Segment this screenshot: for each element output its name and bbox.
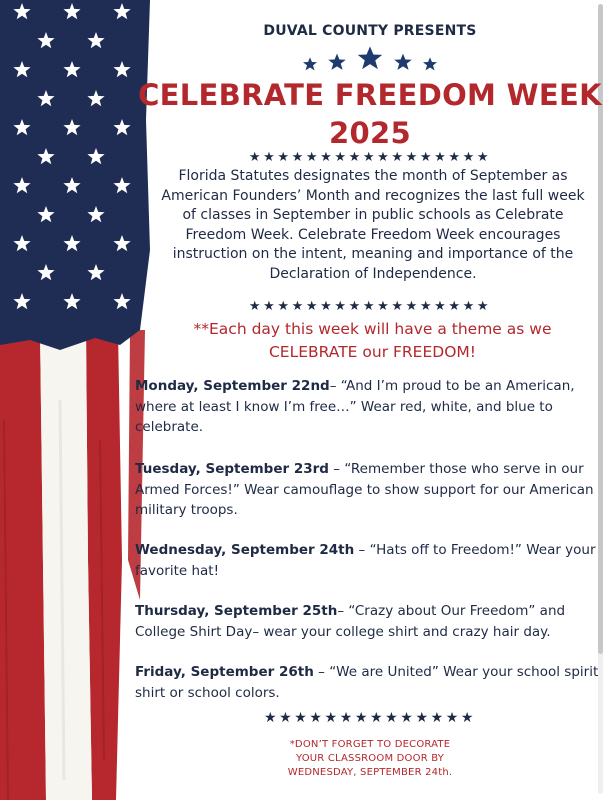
day-separator: – — [354, 542, 370, 558]
star-icon — [302, 56, 318, 76]
day-label: Thursday, September 25th — [135, 603, 338, 619]
note-line: YOUR CLASSROOM DOOR BY — [295, 753, 445, 764]
star-icon — [327, 52, 347, 76]
theme-line-2: CELEBRATE our FREEDOM! — [268, 343, 476, 361]
day-separator: – — [328, 461, 345, 477]
star-divider: ★★★★★★★★★★★★★★ — [263, 710, 477, 726]
day-label: Wednesday, September 24th — [135, 542, 355, 558]
day-label: Friday, September 26th — [135, 664, 314, 680]
day-tuesday — [135, 459, 605, 521]
day-separator: – — [337, 603, 349, 619]
note-line: WEDNESDAY, SEPTEMBER 24th. — [287, 767, 453, 778]
star-divider: ★★★★★★★★★★★★★★★★★ — [248, 299, 492, 314]
day-label: Tuesday, September 23rd — [135, 461, 329, 477]
day-separator: – — [329, 378, 341, 394]
day-thursday — [135, 601, 605, 642]
day-friday — [135, 662, 605, 703]
intro-paragraph: Florida Statutes designates the month of September as American Founders’ Month and recognizes the last full week of classes in September in public schools as Celebrate Freedom Week. Celebrate Freedom Week encourages instruction on the intent, meaning and importance of the Declaration of Independence. — [161, 168, 585, 282]
star-divider: ★★★★★★★★★★★★★★★★★ — [248, 150, 492, 165]
theme-announcement — [145, 318, 600, 364]
day-description: “Crazy about Our Freedom” and College Shirt Day– wear your college shirt and crazy hair day. — [135, 603, 566, 640]
day-description: “Remember those who serve in our Armed Forces!” Wear camouflage to show support for our American military troops. — [135, 461, 594, 518]
title-year: 2025 — [329, 116, 411, 150]
theme-line-1: **Each day this week will have a theme as we — [193, 320, 552, 338]
day-wednesday — [135, 540, 605, 581]
star-icon — [422, 56, 438, 76]
note-line: *DON’T FORGET TO DECORATE — [289, 739, 451, 750]
day-separator: – — [313, 664, 330, 680]
day-monday — [135, 376, 605, 438]
flyer-content — [135, 0, 605, 800]
star-icon — [356, 44, 384, 76]
day-description: “We are United” Wear your school spirit shirt or school colors. — [135, 664, 599, 701]
page-title: CELEBRATE FREEDOM WEEK — [138, 78, 602, 112]
header-star-row — [135, 44, 605, 76]
day-label: Monday, September 22nd — [135, 378, 330, 394]
star-icon — [393, 52, 413, 76]
door-decoration-note — [135, 738, 605, 780]
presenter-heading: DUVAL COUNTY PRESENTS — [263, 23, 477, 39]
american-flag-graphic — [0, 0, 150, 800]
day-description: “Hats off to Freedom!” Wear your favorite hat! — [135, 542, 596, 579]
day-description: “And I’m proud to be an American, where at least I know I’m free…” Wear red, white, and blue to celebrate. — [135, 378, 575, 435]
